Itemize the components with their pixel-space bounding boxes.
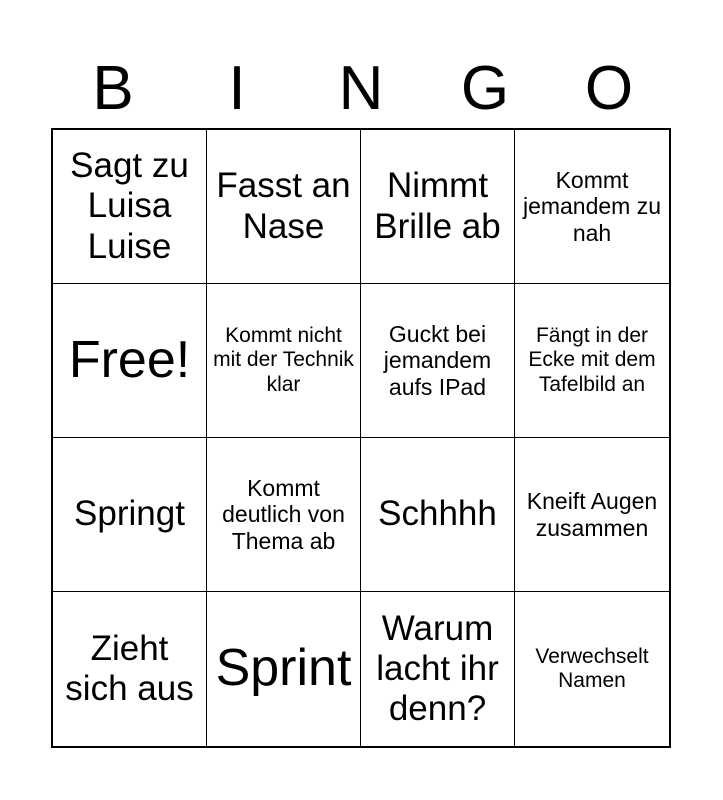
bingo-cell[interactable]: Kommt deutlich von Thema ab	[207, 438, 361, 592]
bingo-cell[interactable]: Springt	[53, 438, 207, 592]
bingo-board	[51, 128, 671, 748]
bingo-cell[interactable]: Sprint	[207, 592, 361, 746]
header-letter-o: O	[584, 54, 634, 123]
header-letter-i: I	[228, 54, 246, 123]
bingo-cell[interactable]: Nimmt Brille ab	[361, 130, 515, 284]
bingo-cell[interactable]: Warum lacht ihr denn?	[361, 592, 515, 746]
bingo-header	[51, 50, 671, 128]
bingo-cell[interactable]: Zieht sich aus	[53, 592, 207, 746]
header-letter-n: N	[338, 54, 384, 123]
bingo-cell[interactable]: Kommt nicht mit der Technik klar	[207, 284, 361, 438]
bingo-cell[interactable]: Fasst an Nase	[207, 130, 361, 284]
bingo-cell-free[interactable]: Free!	[53, 284, 207, 438]
bingo-cell[interactable]: Sagt zu Luisa Luise	[53, 130, 207, 284]
header-letter-g: G	[460, 54, 510, 123]
bingo-cell[interactable]: Kneift Augen zusammen	[515, 438, 669, 592]
bingo-cell[interactable]: Kommt jemandem zu nah	[515, 130, 669, 284]
bingo-cell[interactable]: Verwechselt Namen	[535, 644, 649, 692]
bingo-cell[interactable]: Guckt bei jemandem aufs IPad	[361, 284, 515, 438]
bingo-cell[interactable]: Schhhh	[361, 438, 515, 592]
bingo-cell[interactable]: Fängt in der Ecke mit dem Tafelbild an	[515, 284, 669, 438]
header-letter-b: B	[92, 54, 134, 123]
